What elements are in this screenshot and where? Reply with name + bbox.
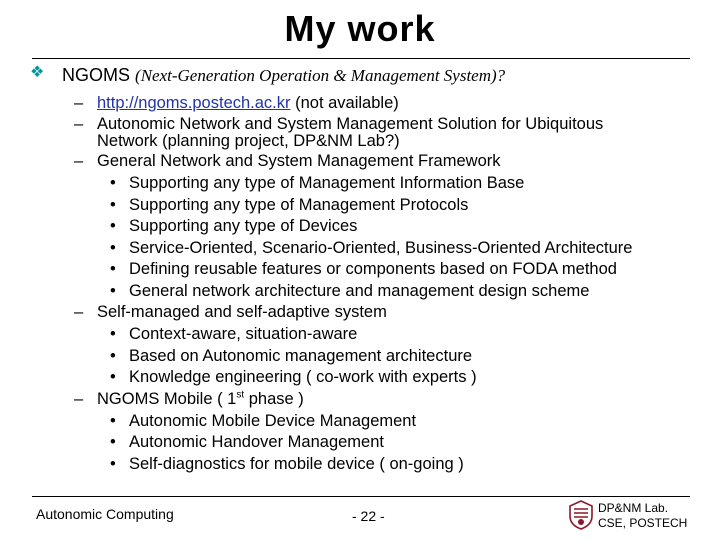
dot-bullet: • [110, 412, 116, 430]
lab-name: DP&NM Lab. [598, 501, 669, 515]
list-item: General network architecture and management design scheme [129, 282, 590, 300]
list-item: Autonomic Network and System Management Solution for Ubiquitous [97, 115, 604, 133]
list-item: Defining reusable features or components based on FODA method [129, 260, 617, 278]
page-number: - 22 - [352, 508, 385, 524]
link-note: (not available) [295, 94, 399, 112]
dot-bullet: • [110, 260, 116, 278]
dot-bullet: • [110, 347, 116, 365]
mobile-text-pre: NGOMS Mobile ( 1 [97, 390, 237, 408]
ngoms-heading [62, 65, 505, 86]
ngoms-label: NGOMS [62, 65, 131, 85]
ngoms-subtitle: (Next-Generation Operation & Management System)? [135, 66, 506, 85]
list-item: Context-aware, situation-aware [129, 325, 358, 343]
list-item [74, 93, 83, 113]
dot-bullet: • [110, 368, 116, 386]
link-line [97, 93, 399, 113]
dot-bullet: • [110, 196, 116, 214]
list-item: Service-Oriented, Scenario-Oriented, Business-Oriented Architecture [129, 239, 633, 257]
list-item [97, 389, 304, 409]
dot-bullet: • [110, 282, 116, 300]
dash-bullet: – [74, 390, 84, 408]
list-item: Supporting any type of Management Information Base [129, 174, 525, 192]
dot-bullet: • [110, 174, 116, 192]
list-item-continued: Network (planning project, DP&NM Lab?) [97, 132, 400, 150]
slide-title: My work [284, 8, 436, 49]
list-item: General Network and System Management Framework [97, 152, 501, 170]
dot-bullet: • [110, 217, 116, 235]
dash-bullet: – [74, 303, 84, 321]
list-item: Self-managed and self-adaptive system [97, 303, 387, 321]
dash-bullet: – [74, 94, 84, 112]
dot-bullet: • [110, 239, 116, 257]
diamond-bullet-icon: ❖ [30, 64, 45, 81]
ngoms-link[interactable]: http://ngoms.postech.ac.kr [97, 94, 291, 112]
list-item: Based on Autonomic management architecture [129, 347, 473, 365]
dot-bullet: • [110, 325, 116, 343]
department-name: CSE, POSTECH [598, 516, 688, 530]
list-item: Autonomic Handover Management [129, 433, 384, 451]
footer-divider [32, 496, 690, 497]
postech-logo-icon [568, 500, 594, 530]
mobile-text-post: phase ) [244, 390, 304, 408]
list-item: Self-diagnostics for mobile device ( on-going ) [129, 455, 464, 473]
title-divider [32, 58, 690, 59]
list-item: Supporting any type of Devices [129, 217, 358, 235]
dash-bullet: – [74, 152, 84, 170]
dot-bullet: • [110, 455, 116, 473]
list-item: Knowledge engineering ( co-work with experts ) [129, 368, 477, 386]
dash-bullet: – [74, 115, 84, 133]
footer-course: Autonomic Computing [36, 506, 174, 522]
list-item: Supporting any type of Management Protocols [129, 196, 469, 214]
dot-bullet: • [110, 433, 116, 451]
footer-lab [598, 501, 687, 531]
mobile-superscript: st [236, 389, 245, 401]
list-item: Autonomic Mobile Device Management [129, 412, 417, 430]
